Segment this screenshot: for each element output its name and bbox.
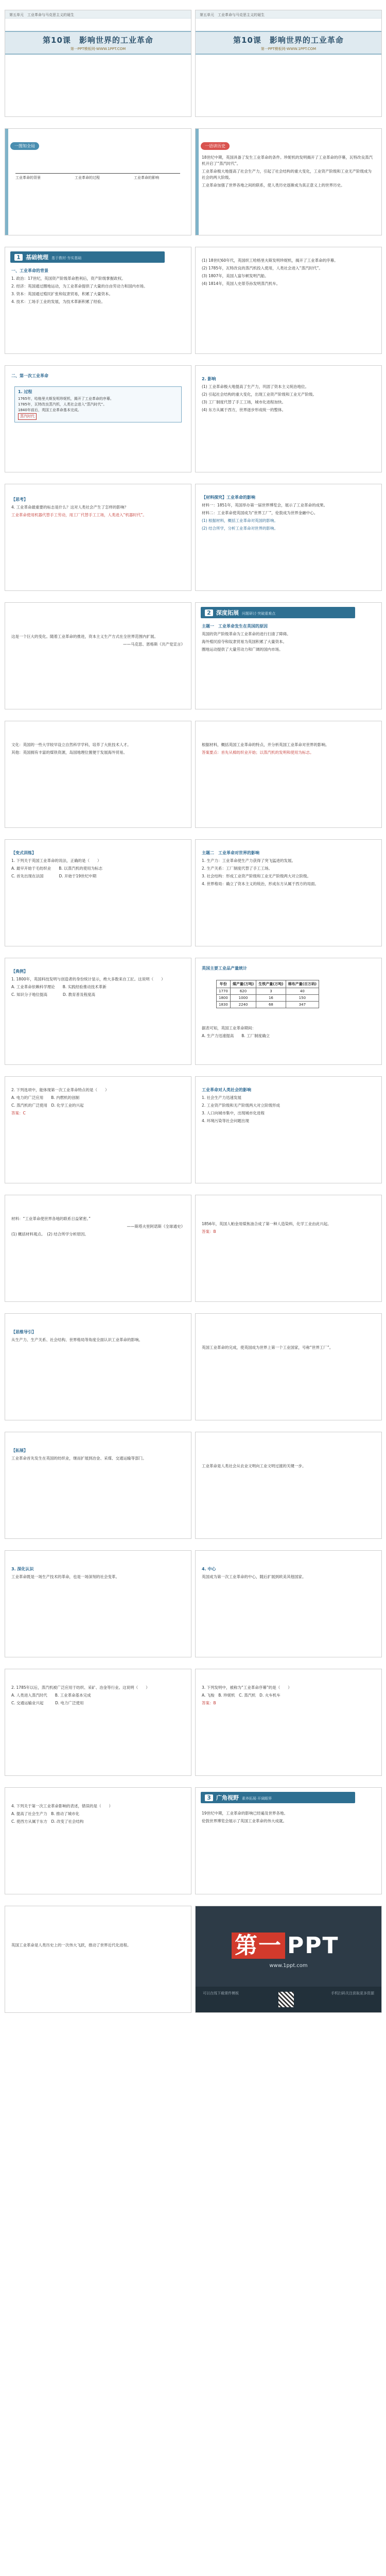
content-line: (2) 1785年，瓦特改良的蒸汽机投入使用，人类社会进入“蒸汽时代”。	[202, 266, 323, 270]
slide-body	[202, 1025, 375, 1041]
table-cell: 2240	[230, 1002, 256, 1008]
slide-body	[202, 742, 375, 757]
content-line: (2) 引起社会结构的重大变化，出现工业资产阶级和工业无产阶级。	[202, 392, 317, 397]
slide-body	[202, 1810, 375, 1826]
logo-text: PPT	[287, 1933, 339, 1959]
section-pill: 一语讲历史	[201, 142, 230, 150]
table-cell: 3	[256, 988, 286, 995]
content-line: 2. 工业资产阶级和无产阶级两大对立阶级形成	[202, 1103, 280, 1108]
content-heading: 【思维导引】	[11, 1330, 36, 1334]
content-line: 文化：英国的一些大学较早设立自然科学学科，培养了大批技术人才。	[11, 742, 131, 747]
content-line: 2. 生产关系：工厂制度代替了手工工场。	[202, 866, 273, 871]
lesson-title: 第10课 影响世界的工业革命	[233, 36, 344, 45]
question-line: 3. 下列发明中，被称为“工业革命序幕”的是（ ）	[202, 1685, 292, 1690]
section-subtitle: 基于教材·夯实基础	[51, 256, 82, 260]
section-subtitle: 问题研讨·突破重难点	[242, 612, 276, 616]
table-header: 年份	[217, 980, 231, 988]
option-line: A. 电力的广泛应用 B. 内燃机的创制	[11, 1095, 80, 1100]
content-line: 根据材料，概括英国工业革命的特点，并分析英国工业革命对世界的影响。	[202, 742, 329, 747]
slide-deepen	[5, 1551, 191, 1657]
content-heading: 二、第一次工业革命	[11, 374, 48, 378]
content-heading: 3. 深化认识	[11, 1567, 34, 1571]
option-line: A. 工业革命依赖科学理论 B. 实践经验推动技术革新	[11, 985, 107, 989]
answer-line: 答案：C	[11, 1111, 26, 1115]
slide-body	[202, 495, 375, 533]
slide-transition	[196, 1432, 381, 1538]
slide-body	[202, 1463, 375, 1471]
content-heading: 【思考】	[11, 497, 28, 502]
slide-q-steam	[5, 1669, 191, 1775]
content-line: 2. 经济：英国通过圈地运动，为工业革命提供了大量的自由劳动力和国内市场。	[11, 284, 148, 289]
slide-body	[202, 258, 375, 289]
process-box	[14, 386, 182, 422]
answer-line: 工业革命使用机器代替手工劳动，用工厂代替手工工场，人类进入“机器时代”。	[11, 513, 147, 517]
slide-table	[196, 958, 381, 1064]
section-number: 2	[205, 609, 213, 616]
slide-body	[202, 1345, 375, 1352]
slide-body	[11, 497, 185, 520]
section-bar	[201, 1792, 355, 1803]
content-line: 4. 环境污染等社会问题出现	[202, 1118, 250, 1123]
timeline-outline	[15, 164, 180, 195]
quote-source: ——斯塔夫里阿诺斯《全球通史》	[127, 1224, 185, 1229]
content-line: 材料二：工业革命使英国成为“世界工厂”，伦敦成为世界金融中心。	[202, 511, 318, 515]
content-line: (1) 18世纪60年代，英国织工哈格里夫斯发明珍妮机，揭开了工业革命的序幕。	[202, 258, 338, 263]
slide-overview	[5, 129, 191, 235]
question-line: 4. 下列关于第一次工业革命影响的表述，错误的是（ ）	[11, 1804, 113, 1808]
content-line: (4) 1814年，英国人史蒂芬孙发明蒸汽机车。	[202, 281, 280, 286]
table-cell: 150	[286, 995, 319, 1002]
slide-body	[11, 969, 185, 999]
answer-line: 答案要点：首先从棉纺织业开始；以蒸汽机的发明和使用为标志。	[202, 750, 314, 755]
slide-body	[202, 1566, 375, 1582]
question-line: 2. 1785年以后，蒸汽机被广泛应用于纺织、采矿、冶金等行业。这说明（ ）	[11, 1685, 150, 1690]
question-line: 1. 下列关于英国工业革命的说法，正确的是（ ）	[11, 858, 101, 863]
slide-body	[11, 373, 185, 381]
section-bar	[10, 251, 165, 263]
content-line: 英国的资产阶级革命为工业革命的进行扫清了障碍。	[202, 632, 291, 636]
slide-cover-right	[196, 10, 381, 116]
content-line: 工业革命首先发生在英国的纺织业，继而扩展到冶金、采煤、交通运输等部门。	[11, 1456, 147, 1461]
slide-body	[11, 1216, 185, 1239]
table-header: 棉布产量(百万码)	[286, 980, 319, 988]
footer-right-text: 手机扫码关注获取更多资源	[331, 1991, 374, 1995]
brand-footer	[196, 1987, 381, 2012]
content-line: 材料一：1851年，英国举办第一届世界博览会，展示了工业革命的成果。	[202, 503, 328, 507]
slide-wide-view	[196, 1788, 381, 1894]
content-heading: 4. 中心	[202, 1567, 216, 1571]
box-line: 1765年，哈格里夫斯发明珍妮机，揭开了工业革命的序幕。	[18, 397, 114, 401]
content-line: (1) 概括材料观点。 (2) 结合所学分析原因。	[11, 1232, 89, 1236]
content-line: 英国成为第一次工业革命的中心，随后扩展到欧美其他国家。	[202, 1574, 306, 1579]
site-url: 第一PPT模板网-WWW.1PPT.COM	[70, 47, 126, 51]
timeline-line	[15, 173, 180, 174]
section-title: 广角视野	[216, 1794, 239, 1801]
table-cell: 620	[230, 988, 256, 995]
slide-body	[11, 1448, 185, 1463]
slide-body	[202, 1087, 375, 1126]
option-line: A. 飞梭 B. 珍妮机 C. 蒸汽机 D. 火车机车	[202, 1693, 280, 1698]
content-line: 4. 世界格局：确立了资本主义的统治，形成东方从属于西方的局面。	[202, 882, 319, 886]
slide-body	[11, 850, 185, 881]
slide-body	[202, 155, 375, 190]
logo-mark: 第一	[232, 1933, 285, 1959]
paragraph: 工业革命加强了世界各地之间的联系，使人类历史逐渐成为真正意义上的世界历史。	[202, 183, 345, 188]
slide-header: 第五单元 工业革命与马克思主义的诞生	[5, 10, 191, 19]
slide-chemistry	[196, 1195, 381, 1301]
paragraph: 工业革命极大地提高了社会生产力，引起了社会结构的重大变化，工业资产阶级和工业无产阶级成为社会的两大阶级。	[202, 169, 372, 180]
slide-body	[11, 634, 185, 649]
option-line: C. 使西方从属于东方 D. 改变了社会结构	[11, 1819, 84, 1824]
section-bar	[201, 607, 355, 618]
content-heading: 【拓展】	[11, 1448, 28, 1453]
table-header: 生铁产量(万吨)	[256, 980, 286, 988]
footer-left-text: 可以在线下载课件模板	[203, 1991, 239, 1995]
section-subtitle: 素养拓展·开阔眼界	[242, 1797, 272, 1801]
content-heading: 主题一 工业革命发生在英国的原因	[202, 624, 268, 629]
content-line: (3) 工厂制度代替了手工工场，城市化进程加快。	[202, 400, 286, 404]
slide-guide	[5, 1314, 191, 1420]
table-cell: 1000	[230, 995, 256, 1002]
accent-band	[5, 129, 8, 235]
slide-example	[5, 958, 191, 1064]
table-cell: 347	[286, 1002, 319, 1008]
slide-body	[11, 1329, 185, 1345]
quote-text: 这是一个巨大的变化。随着工业革命的推进，资本主义生产方式在全世界范围内扩展。	[11, 634, 158, 639]
slide-center	[196, 1551, 381, 1657]
option-line: C. 蒸汽机的广泛使用 D. 化学工业的兴起	[11, 1103, 84, 1108]
slide-body	[202, 1221, 375, 1236]
slide-q-jenny	[196, 1669, 381, 1775]
table-row	[217, 1002, 319, 1008]
option-line: C. 知识分子地位提高 D. 教育普及程度高	[11, 992, 96, 997]
slide-q2	[5, 1077, 191, 1183]
content-line: 3. 资本：英国通过殖民扩张和奴隶贸易，积累了大量资本。	[11, 292, 113, 296]
option-line: C. 交通运输业兴起 D. 电力广泛使用	[11, 1701, 84, 1705]
slide-body	[11, 1803, 185, 1826]
option-line: C. 首先出现在法国 D. 开始于19世纪中期	[11, 874, 97, 878]
lesson-title: 第10课 影响世界的工业革命	[43, 36, 153, 45]
section-number: 3	[205, 1794, 213, 1801]
slide-theme2	[196, 840, 381, 946]
table-cell: 16	[256, 995, 286, 1002]
output-table	[216, 980, 319, 1008]
content-line: 其他：英国拥有丰富的煤铁资源，岛国地理位置便于发展海外贸易。	[11, 750, 127, 755]
timeline-node: 工业革命的影响	[134, 176, 159, 180]
slide-body	[202, 623, 375, 654]
slide-body	[11, 1566, 185, 1582]
brand-logo	[232, 1927, 339, 1960]
slide-deep-dive	[196, 603, 381, 709]
table-cell: 68	[256, 1002, 286, 1008]
slide-material	[196, 484, 381, 590]
answer-tag: 蒸汽时代	[18, 413, 37, 420]
slide-body	[11, 268, 185, 307]
table-header-row	[217, 980, 319, 988]
section-number: 1	[14, 254, 23, 261]
table-cell: 40	[286, 988, 319, 995]
answer-line: 答案：B	[202, 1701, 216, 1705]
timeline-node: 工业革命的过程	[75, 176, 100, 180]
table-cell: 1800	[217, 995, 231, 1002]
content-line: 伦敦世界博览会展示了英国工业革命的伟大成就。	[202, 1819, 287, 1823]
content-line: (4) 东方从属于西方，世界逐步形成统一的整体。	[202, 408, 286, 412]
slide-body	[11, 742, 185, 757]
timeline-node: 工业革命的背景	[15, 176, 41, 180]
content-line: 工业革命既是一场生产技术的革命，也是一场深刻的社会变革。	[11, 1574, 119, 1579]
content-line: 材料：“工业革命使世界各地的联系日益紧密。”	[11, 1216, 91, 1221]
content-line: 从生产力、生产关系、社会结构、世界格局等角度全面认识工业革命的影响。	[11, 1337, 143, 1342]
content-line: 3. 人口向城市集中，出现城市化进程	[202, 1111, 265, 1115]
slide-body	[202, 1685, 375, 1708]
content-line: 19世纪中期，工业革命的影响已经遍及世界各地。	[202, 1811, 288, 1816]
slide-q-error	[5, 1788, 191, 1894]
option-line: A. 最早开始于毛纺织业 B. 以蒸汽机的使用为标志	[11, 866, 103, 871]
slide-header: 第五单元 工业革命与马克思主义的诞生	[196, 10, 381, 19]
slide-social-impact	[196, 1077, 381, 1183]
content-line: 英国工业革命的完成，使英国成为世界上第一个工业国家，号称“世界工厂”。	[202, 1345, 334, 1350]
slide-body	[11, 1685, 185, 1708]
slide-body	[202, 965, 375, 973]
slide-body	[202, 376, 375, 415]
slide-basics	[5, 247, 191, 353]
option-line: A. 生产力迅速提高 B. 工厂制度确立	[202, 1033, 270, 1038]
slide-body	[202, 850, 375, 889]
paragraph: 18世纪中期，英国具备了发生工业革命的条件。珍妮机的发明揭开了工业革命的序幕，瓦特改良蒸汽机开启了“蒸汽时代”。	[202, 155, 373, 166]
table-row	[217, 988, 319, 995]
answer-line: 答案：B	[202, 1229, 216, 1234]
box-line: 1785年，瓦特改良蒸汽机，人类社会进入“蒸汽时代”。	[18, 402, 107, 406]
qr-code-icon	[278, 1992, 294, 2007]
accent-band	[196, 129, 199, 235]
box-title: 1. 过程	[18, 389, 32, 394]
question-line: 2. 下列选项中，能体现第一次工业革命特点的是（ ）	[11, 1088, 109, 1092]
box-line: 1840年前后，英国工业革命基本完成。	[18, 408, 81, 412]
content-line: 1. 社会生产力迅速发展	[202, 1095, 242, 1100]
slide-source	[5, 1195, 191, 1301]
content-heading: 一、工业革命的背景	[11, 268, 48, 273]
content-line: (2) 结合所学，分析工业革命对世界的影响。	[202, 526, 278, 531]
slide-inventions	[196, 247, 381, 353]
content-line: 1856年，英国人帕金用煤焦油合成了第一种人造染料，化学工业由此兴起。	[202, 1222, 331, 1226]
content-line: (1) 根据材料，概括工业革命对英国的影响。	[202, 518, 278, 523]
section-pill: 一图知全局	[10, 142, 39, 150]
content-heading: 【变式训练】	[11, 851, 36, 855]
slide-culture	[5, 721, 191, 827]
content-heading: 工业革命对人类社会的影响	[202, 1088, 251, 1092]
slide-body	[11, 1087, 185, 1118]
slide-closing-text	[5, 1906, 191, 2012]
section-title: 深度拓展	[216, 609, 239, 616]
slide-impact	[196, 366, 381, 472]
slide-practice	[5, 840, 191, 946]
question-line: 1. 1800年，英国科技发明与创造者的身份统计显示，绝大多数来自工匠。这说明（ ）	[11, 977, 165, 981]
content-line: 1. 生产力：工业革命使生产力获得了突飞猛进的发展。	[202, 858, 296, 863]
option-line: A. 人类进入蒸汽时代 B. 工业革命基本完成	[11, 1693, 91, 1698]
content-line: 4. 技术：工场手工业的发展，为技术革新积累了经验。	[11, 299, 106, 304]
slide-brand	[196, 1906, 381, 2012]
table-cell: 1770	[217, 988, 231, 995]
slide-analysis	[196, 721, 381, 827]
slide-extend	[5, 1432, 191, 1538]
content-line: (3) 1807年，美国人富尔顿发明汽船。	[202, 274, 269, 278]
content-heading: 主题二 工业革命对世界的影响	[202, 851, 259, 855]
slide-think	[5, 484, 191, 590]
option-line: A. 提高了社会生产力 B. 推动了城市化	[11, 1811, 80, 1816]
brand-url[interactable]: www.1ppt.com	[269, 1963, 308, 1969]
content-line: 海外殖民掠夺和奴隶贸易为英国积累了大量资本。	[202, 639, 287, 644]
site-url: 第一PPT模板网-WWW.1PPT.COM	[260, 47, 317, 51]
slide-body	[11, 1942, 185, 1950]
content-line: 1. 政治：17世纪，英国资产阶级革命胜利后，资产阶级掌握政权。	[11, 276, 126, 281]
slide-world-factory	[196, 1314, 381, 1420]
content-line: 据表可知，英国工业革命期间：	[202, 1026, 256, 1030]
table-header: 煤产量(万吨)	[230, 980, 256, 988]
content-line: 4. 工业革命最重要的标志是什么？这对人类社会产生了怎样的影响？	[11, 505, 129, 510]
content-heading: 2. 影响	[202, 377, 216, 381]
slide-cover-left	[5, 10, 191, 116]
table-title: 英国主要工业品产量统计	[202, 966, 247, 971]
content-line: (1) 工业革命极大地提高了生产力，巩固了资本主义统治地位。	[202, 384, 309, 389]
content-heading: 【材料探究】工业革命的影响	[202, 495, 255, 500]
slide-summary	[196, 129, 381, 235]
content-line: 工业革命是人类社会从农业文明向工业文明过渡的关键一步。	[202, 1464, 306, 1468]
content-line: 3. 社会结构：形成工业资产阶级和工业无产阶级两大对立阶级。	[202, 874, 311, 878]
content-line: 英国工业革命是人类历史上的一次伟大飞跃，推动了世界近代化进程。	[11, 1943, 131, 1947]
section-title: 基础梳理	[26, 254, 48, 261]
table-cell: 1830	[217, 1002, 231, 1008]
content-heading: 【典例】	[11, 969, 28, 974]
slide-quote	[5, 603, 191, 709]
table-row	[217, 995, 319, 1002]
quote-source: ——马克思、恩格斯《共产党宣言》	[123, 642, 185, 647]
slide-first-industrial	[5, 366, 191, 472]
content-line: 圈地运动提供了大量劳动力和广阔的国内市场。	[202, 647, 283, 652]
